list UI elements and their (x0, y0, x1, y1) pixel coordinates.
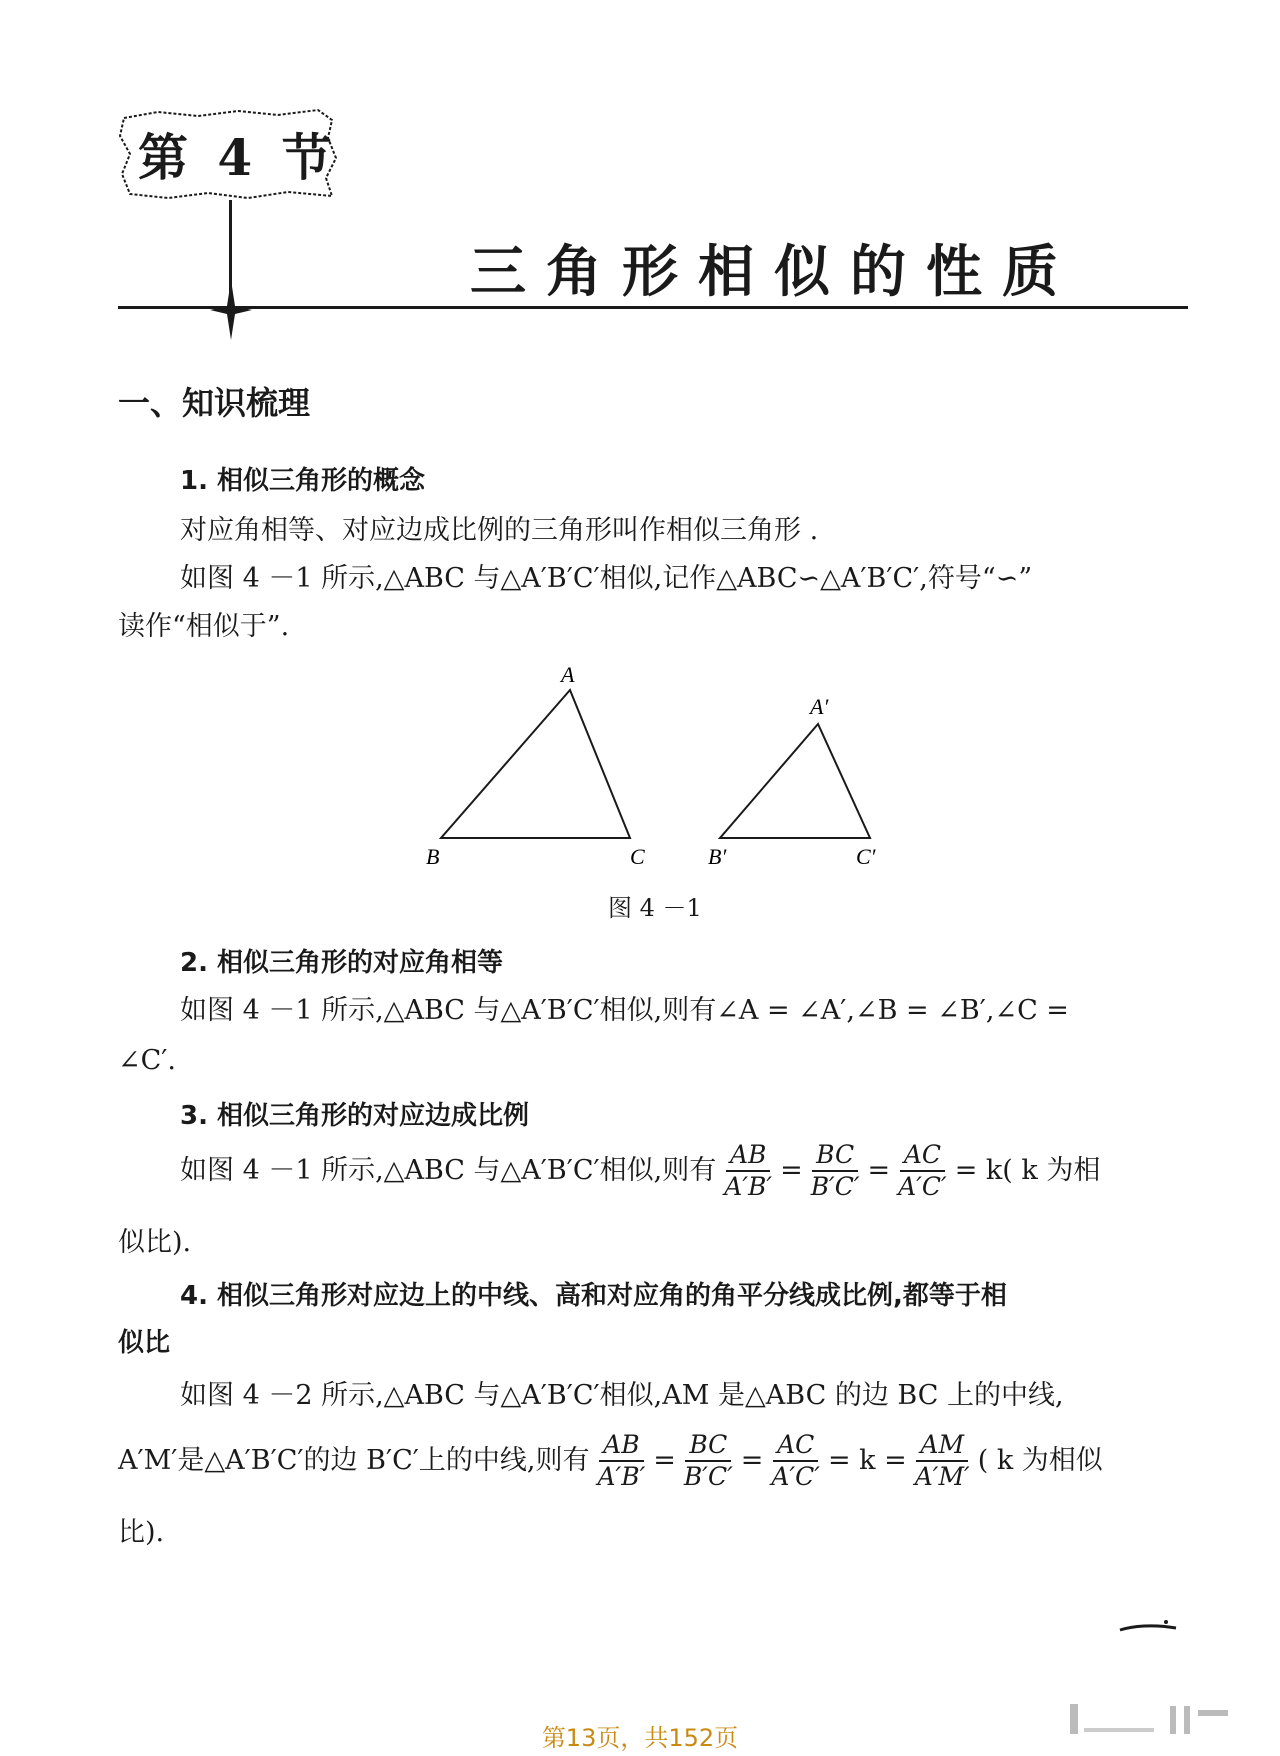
fraction-numerator: AB (599, 1430, 643, 1462)
fraction-ab (720, 1140, 776, 1202)
item2-paragraph1a: 如图 4 －1 所示,△ABC 与△A′B′C′相似,则有∠A = ∠A′,∠B = ∠B′,∠C = (180, 995, 1069, 1026)
header-rule (118, 306, 1188, 309)
chapter-title: 三角形相似的性质 (470, 239, 1078, 305)
figure-4-1 (418, 660, 888, 870)
fraction-numerator: AB (726, 1140, 770, 1172)
item4-lead: A′M′是△A′B′C′的边 B′C′上的中线,则有 (118, 1445, 590, 1476)
fraction-numerator: BC (812, 1140, 858, 1172)
item4-paragraph1: 如图 4 －2 所示,△ABC 与△A′B′C′相似,AM 是△ABC 的边 BC 上的中线, (180, 1380, 1064, 1411)
item3-continuation: 似比). (118, 1227, 192, 1258)
vertex-label-c-prime: C′ (856, 844, 876, 869)
item2-paragraph1b: ∠C′. (118, 1045, 176, 1076)
item4-title-line2: 似比 (118, 1328, 171, 1358)
equals-sign: = (780, 1155, 803, 1186)
fraction-am (911, 1430, 974, 1492)
item1-paragraph2b: 读作“相似于”. (118, 611, 290, 642)
section-heading: 一、知识梳理 (118, 384, 311, 422)
fraction-numerator: AC (900, 1140, 945, 1172)
item3-title: 3. 相似三角形的对应边成比例 (180, 1101, 530, 1131)
fraction-denominator: A′C′ (771, 1462, 820, 1491)
equals-sign: = (740, 1445, 764, 1476)
item4-tail: ( k 为相似 (977, 1445, 1103, 1476)
item3-tail: = k( k 为相 (954, 1155, 1101, 1186)
vertex-label-a: A (561, 662, 575, 687)
fraction-ab (594, 1430, 650, 1492)
fraction-numerator: AM (916, 1430, 968, 1462)
page-indicator: 第13页，共152页 (541, 1724, 739, 1752)
fraction-denominator: A′B′ (724, 1172, 773, 1201)
corner-flourish-icon (1118, 1618, 1178, 1636)
vertex-label-a-prime: A′ (810, 694, 829, 719)
fraction-numerator: AC (773, 1430, 818, 1462)
vertex-label-b: B (426, 844, 440, 869)
vertex-label-b-prime: B′ (708, 844, 727, 869)
fraction-denominator: A′C′ (898, 1172, 947, 1201)
equals-sign: = (867, 1155, 891, 1186)
triangle-abc (441, 690, 630, 838)
fraction-ac (894, 1140, 951, 1202)
item3-lead: 如图 4 －1 所示,△ABC 与△A′B′C′相似,则有 (180, 1155, 717, 1186)
compass-star-icon (210, 280, 252, 340)
item4-continuation: 比). (118, 1517, 165, 1548)
vertex-label-c: C (630, 844, 645, 869)
item1-paragraph1: 对应角相等、对应边成比例的三角形叫作相似三角形 . (180, 515, 819, 546)
fraction-numerator: BC (685, 1430, 731, 1462)
item3-formula-line (180, 1140, 1100, 1202)
fraction-bc (680, 1430, 737, 1492)
figure-caption: 图 4 －1 (608, 894, 702, 922)
item1-paragraph2a: 如图 4 －1 所示,△ABC 与△A′B′C′相似,记作△ABC∽△A′B′C′,符号“∽” (180, 563, 1033, 594)
equals-sign: = (653, 1445, 676, 1476)
fraction-denominator: A′B′ (597, 1462, 646, 1491)
item1-title: 1. 相似三角形的概念 (180, 466, 426, 496)
fraction-denominator: B′C′ (683, 1462, 733, 1491)
fraction-bc (807, 1140, 864, 1202)
fraction-ac (767, 1430, 824, 1492)
triangle-abc-prime (720, 724, 870, 838)
fraction-denominator: A′M′ (914, 1462, 970, 1491)
item4-formula-line (118, 1430, 1103, 1492)
item2-title: 2. 相似三角形的对应角相等 (180, 948, 504, 978)
k-equals: = k = (827, 1445, 907, 1476)
fraction-denominator: B′C′ (810, 1172, 860, 1201)
item4-title-line1: 4. 相似三角形对应边上的中线、高和对应角的角平分线成比例,都等于相 (180, 1281, 1007, 1311)
section-label: 第 4 节 (138, 128, 338, 187)
